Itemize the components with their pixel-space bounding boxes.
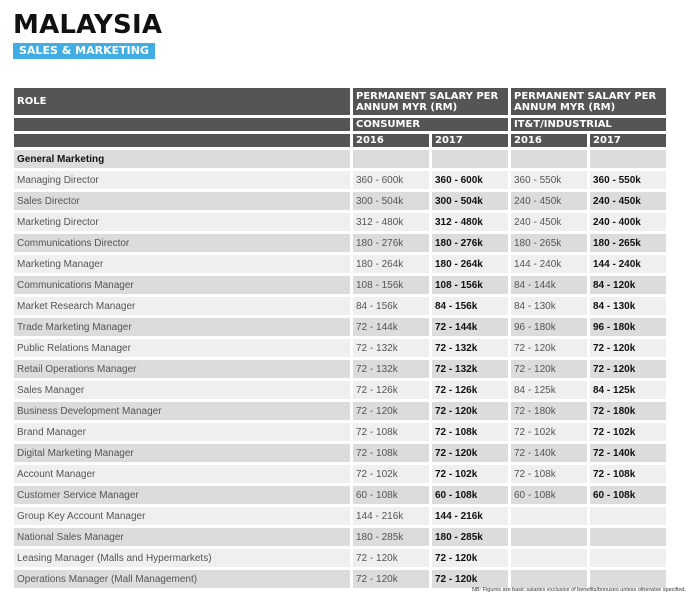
consumer-2016-cell: 72 - 120k	[353, 570, 429, 588]
table-row	[14, 213, 666, 231]
consumer-2017-cell: 300 - 504k	[432, 192, 508, 210]
industrial-2017-cell: 360 - 550k	[590, 171, 666, 189]
year-header-industrial-2017: 2017	[590, 134, 666, 147]
role-cell: Managing Director	[14, 171, 350, 189]
table-row	[14, 360, 666, 378]
consumer-2016-cell: 72 - 108k	[353, 444, 429, 462]
table-row	[14, 171, 666, 189]
consumer-2017-cell: 72 - 132k	[432, 360, 508, 378]
industrial-2016-cell: 72 - 120k	[511, 339, 587, 357]
footnote: NB: Figures are basic salaries exclusive of benefits/bonuses unless otherwise specified.	[472, 587, 686, 593]
consumer-2017-cell: 144 - 216k	[432, 507, 508, 525]
industrial-2016-cell: 96 - 180k	[511, 318, 587, 336]
table-row	[14, 444, 666, 462]
table-row	[14, 402, 666, 420]
consumer-group-header: CONSUMER	[353, 118, 508, 131]
industrial-2017-cell: 72 - 108k	[590, 465, 666, 483]
role-cell: Customer Service Manager	[14, 486, 350, 504]
consumer-2017-cell: 60 - 108k	[432, 486, 508, 504]
industrial-2017-cell: 240 - 450k	[590, 192, 666, 210]
consumer-2016-cell: 300 - 504k	[353, 192, 429, 210]
industrial-2017-cell: 240 - 400k	[590, 213, 666, 231]
consumer-2017-cell: 72 - 120k	[432, 549, 508, 567]
consumer-2016-cell: 60 - 108k	[353, 486, 429, 504]
role-column-header: ROLE	[14, 88, 350, 115]
header-row-salary	[14, 88, 666, 115]
role-cell: Sales Manager	[14, 381, 350, 399]
role-cell: Marketing Director	[14, 213, 350, 231]
role-cell: Operations Manager (Mall Management)	[14, 570, 350, 588]
industrial-2016-cell: 144 - 240k	[511, 255, 587, 273]
consumer-salary-header: PERMANENT SALARY PER ANNUM MYR (RM)	[353, 88, 508, 115]
table-row	[14, 507, 666, 525]
role-cell: Leasing Manager (Malls and Hypermarkets)	[14, 549, 350, 567]
industrial-2016-cell: 240 - 450k	[511, 192, 587, 210]
section-blank-cell	[590, 150, 666, 168]
industrial-2017-cell	[590, 549, 666, 567]
industrial-2017-cell	[590, 570, 666, 588]
table-row	[14, 465, 666, 483]
industrial-group-header: IT&T/INDUSTRIAL	[511, 118, 666, 131]
role-cell: Communications Director	[14, 234, 350, 252]
section-row-general-marketing	[14, 150, 666, 168]
industrial-2016-cell: 72 - 120k	[511, 360, 587, 378]
consumer-2017-cell: 84 - 156k	[432, 297, 508, 315]
consumer-2016-cell: 72 - 126k	[353, 381, 429, 399]
consumer-2016-cell: 108 - 156k	[353, 276, 429, 294]
industrial-2017-cell: 60 - 108k	[590, 486, 666, 504]
consumer-2017-cell: 72 - 120k	[432, 444, 508, 462]
industrial-2017-cell	[590, 528, 666, 546]
header-row-year	[14, 134, 666, 147]
blank-header-cell	[14, 118, 350, 131]
industrial-2016-cell	[511, 549, 587, 567]
table-row	[14, 234, 666, 252]
role-cell: Group Key Account Manager	[14, 507, 350, 525]
consumer-2016-cell: 72 - 120k	[353, 402, 429, 420]
consumer-2017-cell: 312 - 480k	[432, 213, 508, 231]
table-row	[14, 276, 666, 294]
industrial-2016-cell	[511, 507, 587, 525]
industrial-2016-cell: 72 - 102k	[511, 423, 587, 441]
salary-table	[11, 85, 669, 591]
blank-header-cell	[14, 134, 350, 147]
table-row	[14, 528, 666, 546]
consumer-2016-cell: 72 - 108k	[353, 423, 429, 441]
table-row	[14, 192, 666, 210]
consumer-2017-cell: 72 - 132k	[432, 339, 508, 357]
section-subtitle-badge: SALES & MARKETING	[13, 43, 155, 59]
year-header-consumer-2017: 2017	[432, 134, 508, 147]
industrial-2017-cell	[590, 507, 666, 525]
table-row	[14, 381, 666, 399]
consumer-2017-cell: 72 - 120k	[432, 402, 508, 420]
section-blank-cell	[511, 150, 587, 168]
year-header-industrial-2016: 2016	[511, 134, 587, 147]
industrial-2016-cell	[511, 570, 587, 588]
table-row	[14, 423, 666, 441]
table-row	[14, 255, 666, 273]
role-cell: Communications Manager	[14, 276, 350, 294]
industrial-2016-cell: 72 - 140k	[511, 444, 587, 462]
consumer-2017-cell: 72 - 102k	[432, 465, 508, 483]
consumer-2017-cell: 72 - 126k	[432, 381, 508, 399]
consumer-2017-cell: 72 - 144k	[432, 318, 508, 336]
consumer-2016-cell: 72 - 132k	[353, 339, 429, 357]
industrial-2016-cell: 240 - 450k	[511, 213, 587, 231]
industrial-2017-cell: 72 - 180k	[590, 402, 666, 420]
consumer-2017-cell: 180 - 264k	[432, 255, 508, 273]
industrial-2017-cell: 84 - 130k	[590, 297, 666, 315]
consumer-2017-cell: 108 - 156k	[432, 276, 508, 294]
industrial-2016-cell: 180 - 265k	[511, 234, 587, 252]
industrial-2017-cell: 72 - 120k	[590, 339, 666, 357]
table-row	[14, 297, 666, 315]
industrial-2017-cell: 72 - 140k	[590, 444, 666, 462]
industrial-2017-cell: 84 - 125k	[590, 381, 666, 399]
role-cell: Retail Operations Manager	[14, 360, 350, 378]
consumer-2017-cell: 72 - 108k	[432, 423, 508, 441]
role-cell: Market Research Manager	[14, 297, 350, 315]
role-cell: Marketing Manager	[14, 255, 350, 273]
industrial-2017-cell: 96 - 180k	[590, 318, 666, 336]
consumer-2016-cell: 72 - 120k	[353, 549, 429, 567]
industrial-2017-cell: 144 - 240k	[590, 255, 666, 273]
industrial-2017-cell: 72 - 102k	[590, 423, 666, 441]
year-header-consumer-2016: 2016	[353, 134, 429, 147]
section-blank-cell	[432, 150, 508, 168]
consumer-2016-cell: 72 - 144k	[353, 318, 429, 336]
consumer-2016-cell: 72 - 102k	[353, 465, 429, 483]
consumer-2016-cell: 144 - 216k	[353, 507, 429, 525]
industrial-2016-cell: 84 - 144k	[511, 276, 587, 294]
role-cell: Public Relations Manager	[14, 339, 350, 357]
consumer-2017-cell: 72 - 120k	[432, 570, 508, 588]
table-row	[14, 570, 666, 588]
section-blank-cell	[353, 150, 429, 168]
industrial-2016-cell: 360 - 550k	[511, 171, 587, 189]
industrial-2017-cell: 72 - 120k	[590, 360, 666, 378]
role-cell: Sales Director	[14, 192, 350, 210]
consumer-2017-cell: 180 - 285k	[432, 528, 508, 546]
consumer-2016-cell: 84 - 156k	[353, 297, 429, 315]
table-row	[14, 486, 666, 504]
section-label: General Marketing	[14, 150, 350, 168]
consumer-2016-cell: 180 - 285k	[353, 528, 429, 546]
industrial-2016-cell: 72 - 108k	[511, 465, 587, 483]
industrial-2016-cell: 60 - 108k	[511, 486, 587, 504]
table-row	[14, 318, 666, 336]
role-cell: Trade Marketing Manager	[14, 318, 350, 336]
role-cell: Business Development Manager	[14, 402, 350, 420]
role-cell: Digital Marketing Manager	[14, 444, 350, 462]
industrial-salary-header: PERMANENT SALARY PER ANNUM MYR (RM)	[511, 88, 666, 115]
industrial-2017-cell: 84 - 120k	[590, 276, 666, 294]
consumer-2017-cell: 180 - 276k	[432, 234, 508, 252]
industrial-2016-cell: 84 - 130k	[511, 297, 587, 315]
industrial-2017-cell: 180 - 265k	[590, 234, 666, 252]
industrial-2016-cell	[511, 528, 587, 546]
consumer-2016-cell: 180 - 264k	[353, 255, 429, 273]
consumer-2016-cell: 180 - 276k	[353, 234, 429, 252]
role-cell: National Sales Manager	[14, 528, 350, 546]
table-row	[14, 339, 666, 357]
role-cell: Account Manager	[14, 465, 350, 483]
role-cell: Brand Manager	[14, 423, 350, 441]
consumer-2017-cell: 360 - 600k	[432, 171, 508, 189]
header-row-sector	[14, 118, 666, 131]
consumer-2016-cell: 312 - 480k	[353, 213, 429, 231]
consumer-2016-cell: 72 - 132k	[353, 360, 429, 378]
industrial-2016-cell: 84 - 125k	[511, 381, 587, 399]
consumer-2016-cell: 360 - 600k	[353, 171, 429, 189]
page-title: MALAYSIA	[13, 10, 163, 40]
industrial-2016-cell: 72 - 180k	[511, 402, 587, 420]
table-row	[14, 549, 666, 567]
